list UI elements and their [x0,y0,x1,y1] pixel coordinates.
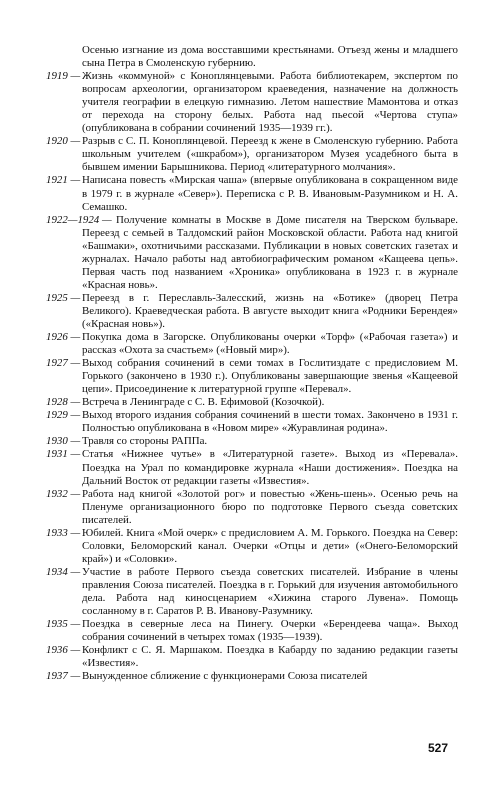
entry-text: Жизнь «коммуной» с Коноплянцевыми. Работа библиотекарем, экспертом по вопросам археологии, организатором краеведения, назначение на должность учителя географии в елецкую гимназию. Летом нашествие Мамонтова и отказ от перехода на сторону белых. Работа над пьесой «Чертова ступа» (опубликована в собрании сочинений 1935—1939 гг.). [82,70,458,135]
entry-text: Травля со стороны РАППа. [82,435,208,448]
chronology-entry [46,644,458,670]
chronology-entry [46,670,458,683]
chronology-entry [46,331,458,357]
entry-year: 1932 — [46,487,81,500]
entry-year: 1934 — [46,565,81,578]
entry-year: 1922—1924 — [46,213,112,226]
chronology-entry [46,135,458,174]
entry-text: Выход собрания сочинений в семи томах в Гослитиздате с предисловием М. Горького (закончено в 1930 г.). Опубликованы завершающие звенья «Кащеевой цепи». Присоединение к литературной группе «Перевал». [82,357,458,396]
entry-year: 1921 — [46,174,81,187]
entry-text: Поездка в северные леса на Пинегу. Очерки «Берендеева чаща». Выход собрания сочинений в четырех томах (1935—1939). [82,618,458,644]
chronology-entry [46,448,458,487]
entry-text: Участие в работе Первого съезда советских писателей. Избрание в члены правления Союза писателей. Поездка в г. Горький для изучения автомобильного дела. Работа над киносценарием «Хижина старого Лувена». Помощь сосланному в г. Саратов Р. В. Иванову-Разумнику. [82,565,458,618]
entry-text: Работа над книгой «Золотой рог» и повестью «Жень-шень». Осенью речь на Пленуме организационного бюро по подготовке Первого съезда советских писателей. [82,487,458,526]
entry-text: Выход второго издания собрания сочинений в шести томах. Закончено в 1931 г. Полностью опубликована в «Новом мире» «Журавлиная родина». [82,409,458,435]
entry-text: Покупка дома в Загорске. Опубликованы очерки «Торф» («Рабочая газета») и рассказ «Охота за счастьем» («Новый мир»). [82,331,458,357]
entry-text: Переезд в г. Переславль-Залесский, жизнь на «Ботике» (дворец Петра Великого). Краеведческая работа. В августе выходит книга «Родники Берендея» («Красная новь»). [82,291,458,330]
chronology-entry [46,291,458,331]
entry-year: 1929 — [46,409,81,422]
chronology-entry [46,174,458,213]
page-number: 527 [428,741,449,755]
entry-year: 1936 — [46,644,81,657]
entry-text: Юбилей. Книга «Мой очерк» с предисловием А. М. Горького. Поездка на Север: Соловки, Беломорский канал. Очерки «Отцы и дети» («Онего-Беломорский край») и «Соловки». [82,526,458,565]
entry-text: Вынужденное сближение с функционерами Союза писателей [82,670,368,683]
chronology-entry [46,618,458,644]
chronology-entry [46,213,458,292]
chronology-entry [46,357,458,396]
chronology-entry [46,526,458,566]
entry-year: 1935 — [46,618,81,631]
chronology-entry [46,70,458,135]
chronology-entry [46,396,458,409]
chronology-entry [46,409,458,435]
entry-year: 1920 — [46,135,81,148]
entry-text: Статья «Нижнее чутье» в «Литературной газете». Выход из «Перевала». Поездка на Урал по командировке журнала «Наши достижения». Поездка на Дальний Восток от редакции газеты «Известия». [82,448,458,487]
chronology-entry [46,435,458,448]
entry-year: 1926 — [46,331,81,344]
entry-text: Получение комнаты в Москве в Доме писателя на Тверском бульваре. Переезд с семьей в Талдомский район Московской области. Работа над книгой «Башмаки», охотничьими рассказами. Публикации в новых советских газетах и журналах. Начало работы над автобиографическим романом «Кащеева цепь». Первая часть под названием «Хроника» опубликована в 1923 г. в журнале «Красная новь». [82,213,458,291]
chronology-entry [46,487,458,527]
entry-year: 1928 — [46,396,81,409]
entry-year: 1919 — [46,70,81,83]
lead-paragraph: Осенью изгнание из дома восставшими крестьянами. Отъезд жены и младшего сына Петра в Смоленскую губернию. [82,44,458,70]
entry-year: 1931 — [46,448,81,461]
entry-text: Конфликт с С. Я. Маршаком. Поездка в Кабарду по заданию редакции газеты «Известия». [82,644,458,670]
entry-year: 1925 — [46,291,81,304]
entry-year: 1933 — [46,526,81,539]
entry-text: Разрыв с С. П. Коноплянцевой. Переезд к жене в Смоленскую губернию. Работа школьным учителем («шкрабом»), организатором Музея усадебного быта в бывшем имении Барышникова. Период «литературного молчания». [82,135,458,174]
chronology-column [46,44,458,683]
entry-year: 1927 — [46,357,81,370]
chronology-entries [46,70,458,683]
entry-year: 1930 — [46,435,81,448]
entry-text: Встреча в Ленинграде с С. В. Ефимовой (Козочкой). [82,396,325,409]
entry-text: Написана повесть «Мирская чаша» (впервые опубликована в сокращенном виде в 1979 г. в журнале «Север»). Переписка с Р. В. Ивановым-Разумником и Н. А. Семашко. [82,174,458,213]
chronology-entry [46,565,458,618]
entry-year: 1937 — [46,670,81,683]
